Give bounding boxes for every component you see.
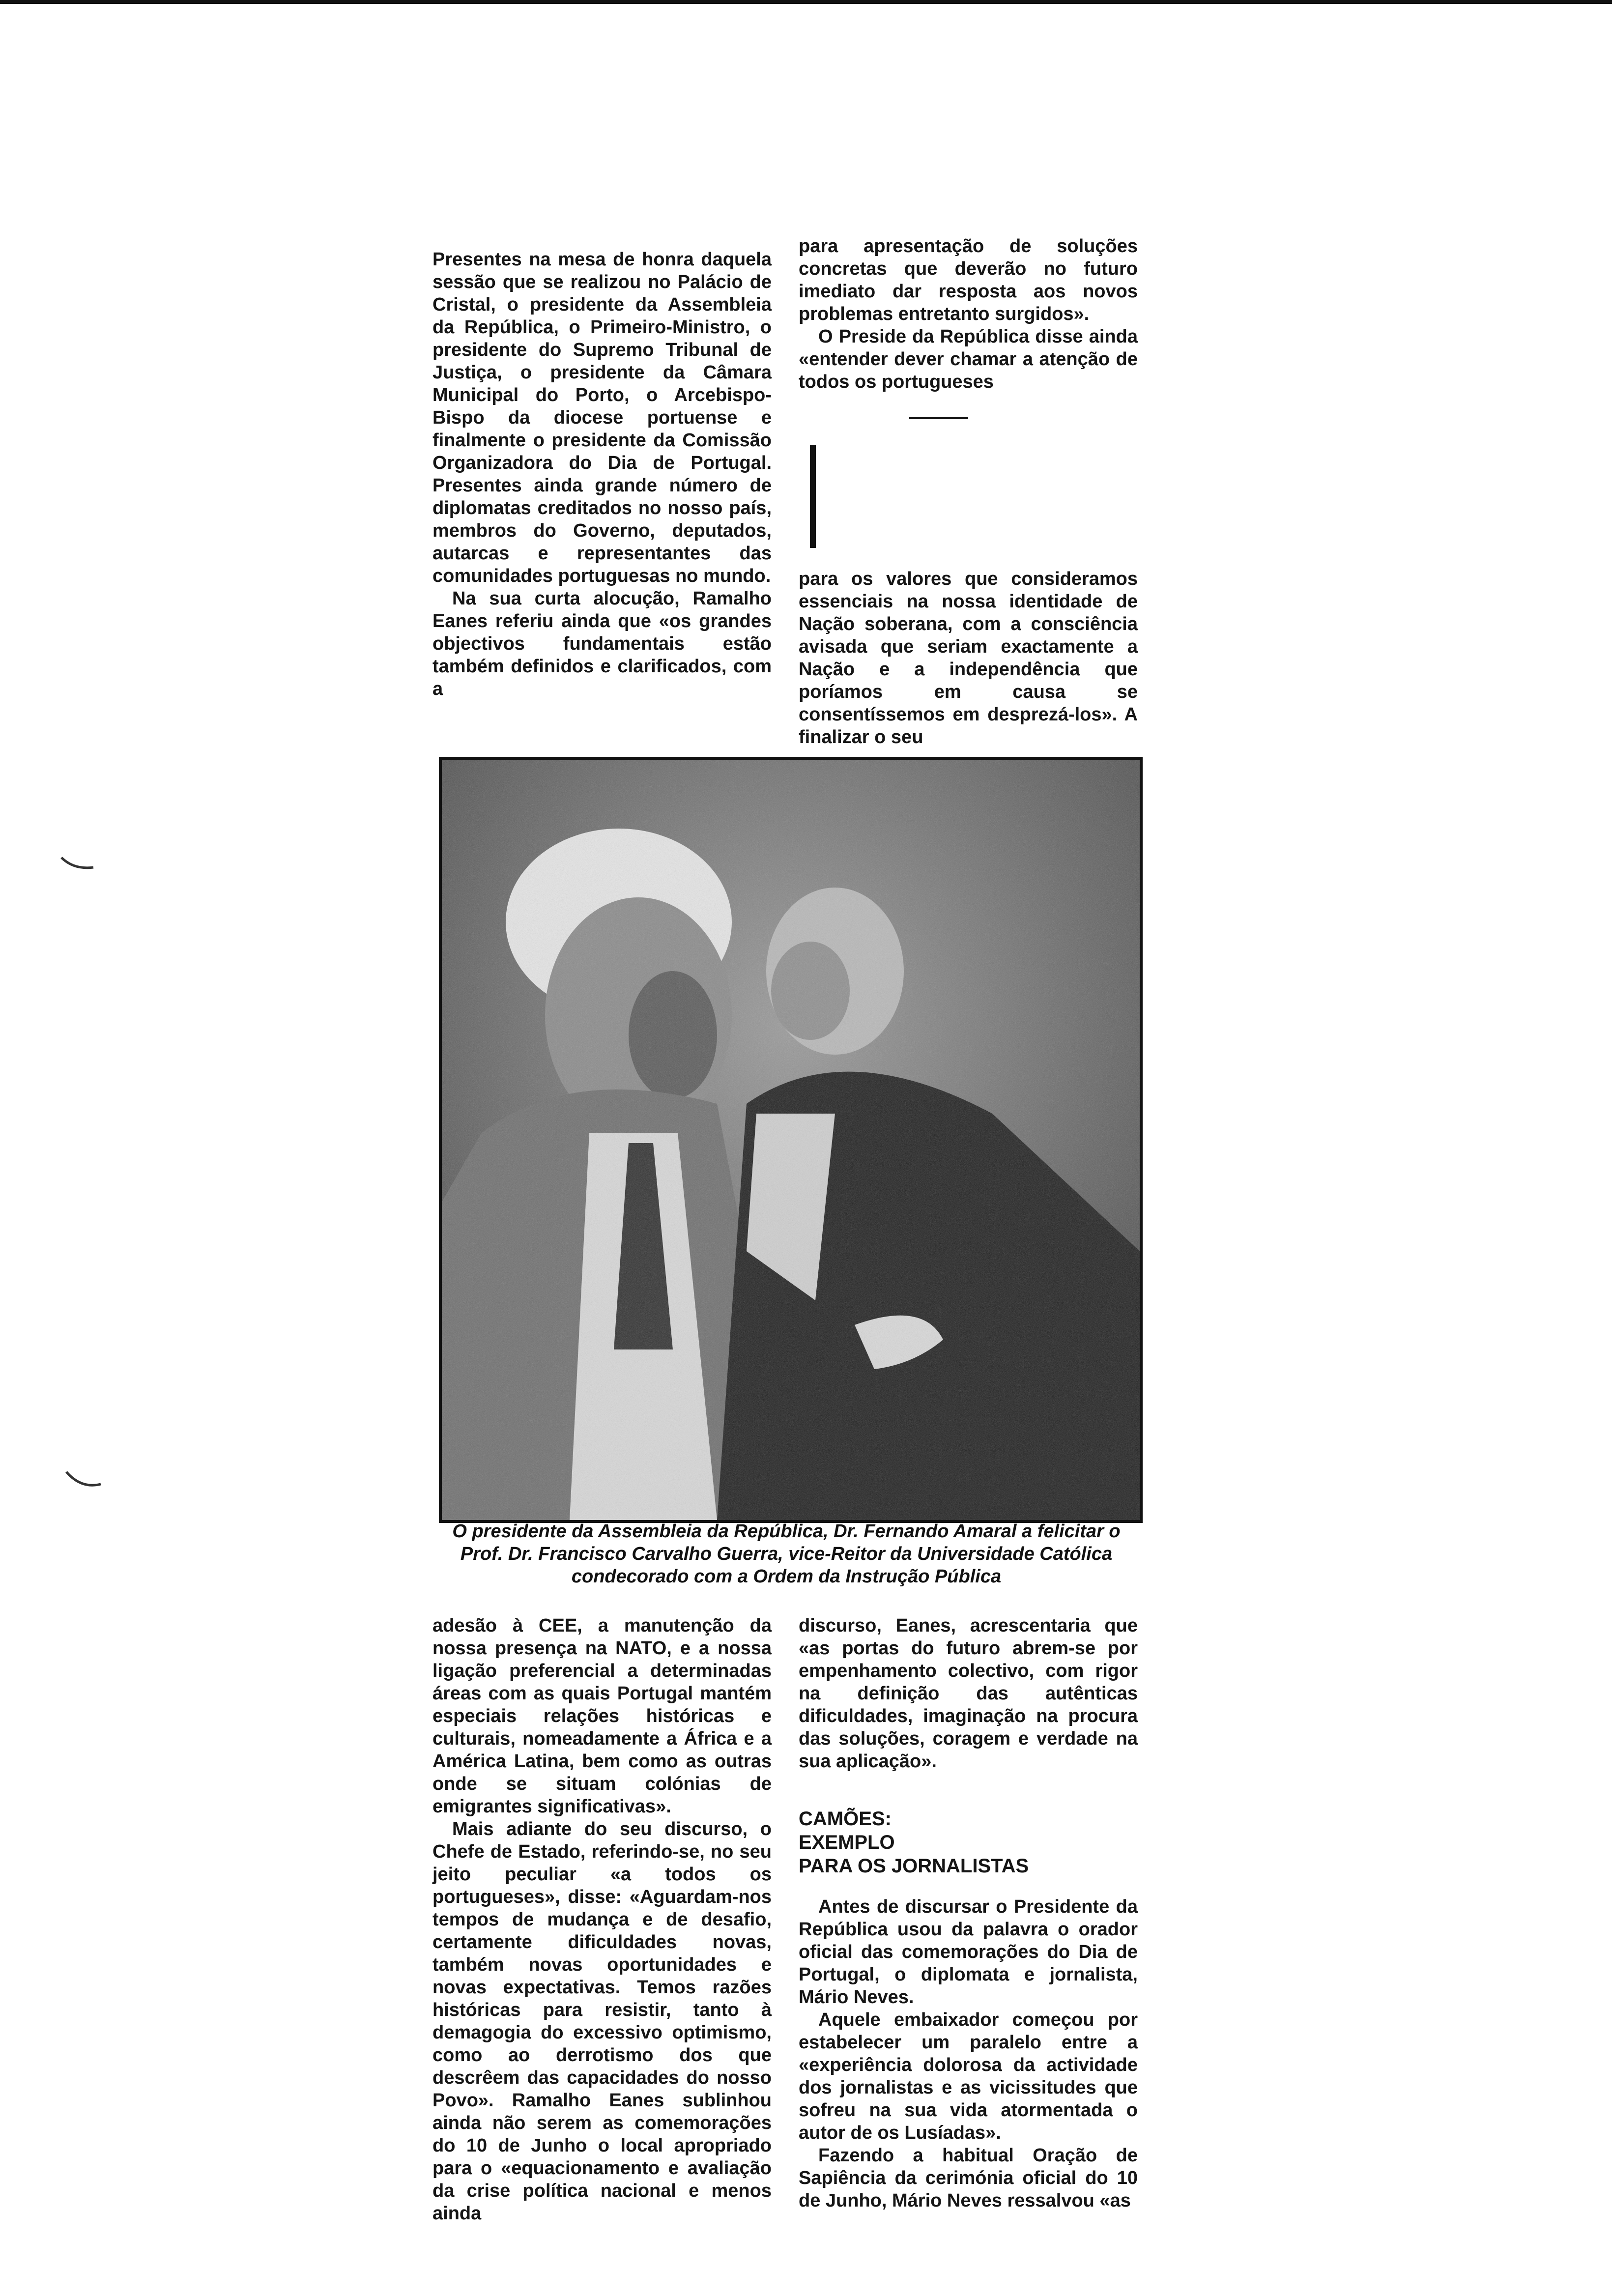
scan-margin-mark bbox=[64, 1469, 103, 1494]
article-column-bottom-left bbox=[432, 1614, 772, 2225]
pen-underline-mark bbox=[909, 417, 968, 419]
section-subheading bbox=[799, 1807, 1138, 1878]
top-rule bbox=[0, 0, 1612, 4]
article-column-bottom-right bbox=[799, 1614, 1138, 2212]
margin-bar-mark bbox=[810, 445, 816, 548]
subheading-line: EXEMPLO bbox=[799, 1832, 895, 1853]
news-photo bbox=[439, 757, 1143, 1523]
paragraph: para apresentação de soluções concretas que deverão no futuro imediato dar resposta aos novos problemas entretanto surgidos». bbox=[799, 236, 1138, 324]
article-column-top-right-continued bbox=[799, 568, 1138, 748]
paragraph: O Preside da República disse ainda «entender dever chamar a atenção de todos os portugueses bbox=[799, 326, 1138, 392]
paragraph: adesão à CEE, a manutenção da nossa presença na NATO, e a nossa ligação preferencial a determinadas áreas com as quais Portugal mantém especiais relações históricas e culturais, nomeadamente a África e a América Latina, bem como as outras onde se situam colónias de emigrantes significativas». bbox=[432, 1615, 772, 1817]
subheading-line: PARA OS JORNALISTAS bbox=[799, 1855, 1029, 1877]
paragraph: Na sua curta alocução, Ramalho Eanes referiu ainda que «os grandes objectivos fundamentais estão também definidos e clarificados, com a bbox=[432, 588, 772, 699]
article-column-top-left bbox=[432, 248, 772, 700]
paragraph: para os valores que consideramos essenciais na nossa identidade de Nação soberana, com a consciência avisada que seriam exactamente a Nação e a independência que poríamos em causa se consentíssemos em desprezá-los». A finalizar o seu bbox=[799, 569, 1138, 747]
scan-margin-mark bbox=[59, 855, 98, 875]
subheading-line: CAMÕES: bbox=[799, 1808, 892, 1830]
paragraph: Antes de discursar o Presidente da República usou da palavra o orador oficial das comemorações do Dia de Portugal, o diplomata e jornalista, Mário Neves. bbox=[799, 1896, 1138, 2008]
paragraph: Fazendo a habitual Oração de Sapiência da cerimónia oficial do 10 de Junho, Mário Neves ressalvou «as bbox=[799, 2145, 1138, 2211]
article-column-top-right bbox=[799, 235, 1138, 393]
paragraph: Mais adiante do seu discurso, o Chefe de Estado, referindo-se, no seu jeito peculiar «a todos os portugueses», disse: «Aguardam-nos tempos de mudança e de desafio, certamente dificuldades novas, também novas oportunidades e novas expectativas. Temos razões históricas para resistir, tanto à demagogia do excessivo optimismo, como ao derrotismo dos que descrêem das capacidades do nosso Povo». Ramalho Eanes sublinhou ainda não serem as comemorações do 10 de Junho o local apropriado para o «equacionamento e avaliação da crise política nacional e menos ainda bbox=[432, 1819, 772, 2224]
paragraph: discurso, Eanes, acrescentaria que «as portas do futuro abrem-se por empenhamento colectivo, com rigor na definição das autênticas dificuldades, imaginação na procura das soluções, coragem e verdade na sua aplicação». bbox=[799, 1615, 1138, 1772]
paragraph: Aquele embaixador começou por estabelecer um paralelo entre a «experiência dolorosa da actividade dos jornalistas e as vicissitudes que sofreu na sua vida atormentada o autor de os Lusíadas». bbox=[799, 2009, 1138, 2143]
photo-caption: O presidente da Assembleia da República, Dr. Fernando Amaral a felicitar o Prof. Dr. Francisco Carvalho Guerra, vice-Reitor da Universidade Católica condecorado com a Ordem da Instrução Pública bbox=[452, 1521, 1121, 1587]
paragraph: Presentes na mesa de honra daquela sessão que se realizou no Palácio de Cristal, o presidente da Assembleia da República, o Primeiro-Ministro, o presidente do Supremo Tribunal de Justiça, o presidente da Câmara Municipal do Porto, o Arcebispo-Bispo da diocese portuense e finalmente o presidente da Comissão Organizadora do Dia de Portugal. Presentes ainda grande número de diplomatas creditados no nosso país, membros do Governo, deputados, autarcas e representantes das comunidades portuguesas no mundo. bbox=[432, 249, 772, 586]
